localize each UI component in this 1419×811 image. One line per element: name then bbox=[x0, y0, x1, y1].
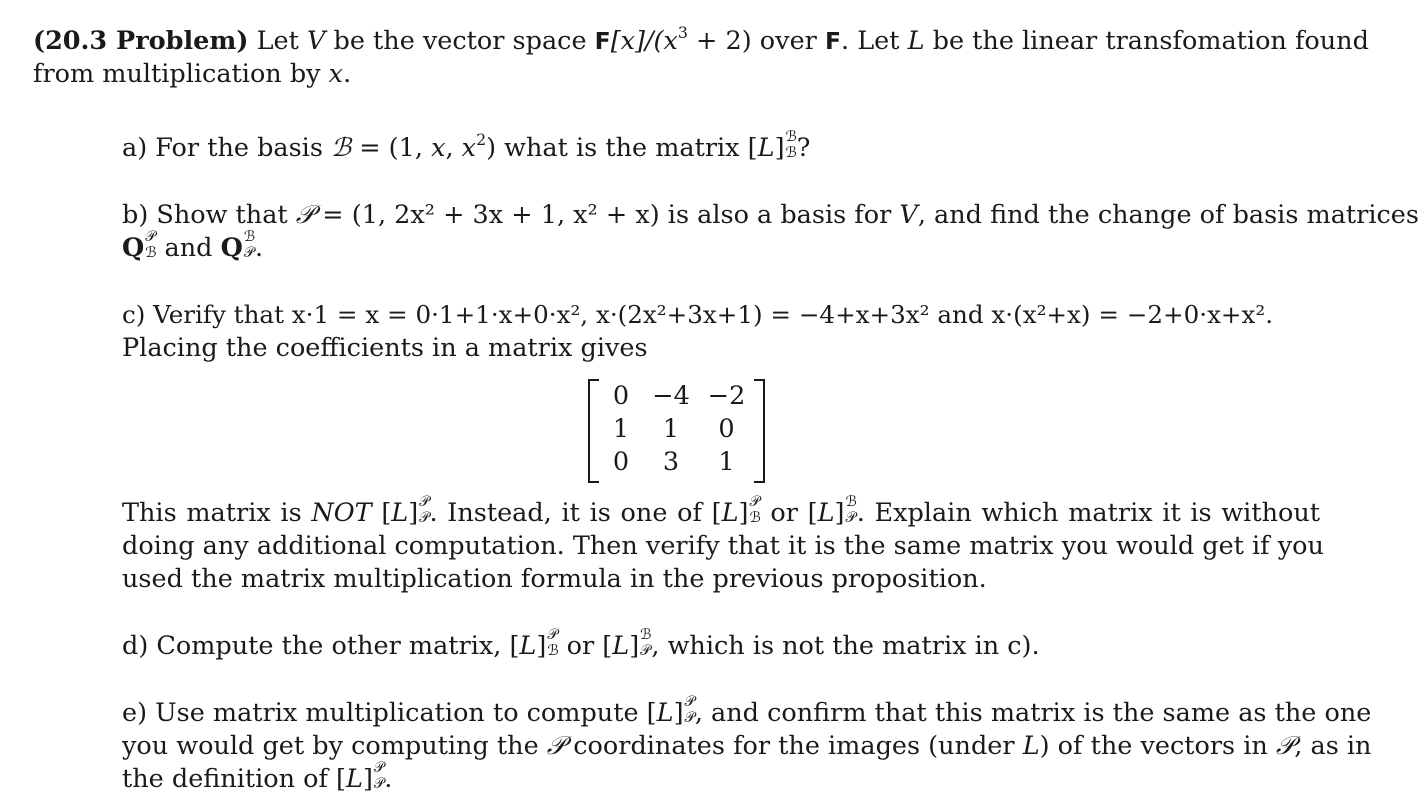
matrix-entry: 0 bbox=[612, 381, 630, 411]
problem-statement-line-2: from multiplication by x. bbox=[33, 59, 352, 89]
part-c-after-line-1: This matrix is NOT [L] 𝒫 𝒫 . Instead, it is one of [L] 𝒫 ℬ or [L] ℬ 𝒫 . Explain which matrix it is without bbox=[122, 494, 1321, 528]
part-e-line-3: the definition of [L] 𝒫 𝒫 . bbox=[122, 760, 393, 794]
matrix-entry: −2 bbox=[707, 381, 746, 411]
part-c-after-line-2: doing any additional computation. Then verify that it is the same matrix you would get if you bbox=[122, 531, 1324, 561]
part-a: a) For the basis ℬ = (1, x, $x^2$) what is the matrix [L] ℬ ℬ ? bbox=[122, 129, 811, 163]
matrix-entries bbox=[600, 380, 753, 479]
matrix-entry: 0 bbox=[718, 414, 735, 444]
problem-statement-line-1: (20.3 Problem) Let V be the vector space $F[x]/(x^3 + 2)$ over F. Let L be the linear transfomation found bbox=[33, 22, 1369, 56]
matrix-entry: 3 bbox=[662, 447, 680, 477]
matrix-entry: 0 bbox=[612, 447, 630, 477]
part-e-line-1: e) Use matrix multiplication to compute [L] 𝒫 𝒫 , and confirm that this matrix is the same as the one bbox=[122, 694, 1372, 728]
matrix-right-bracket bbox=[754, 379, 765, 483]
part-c-after-line-3: used the matrix multiplication formula in the previous proposition. bbox=[122, 564, 987, 594]
matrix-entry: −4 bbox=[652, 381, 690, 411]
part-b-line-1: b) Show that 𝒫 = (1, 2x² + 3x + 1, x² + x) is also a basis for V, and find the change of basis matrices bbox=[122, 200, 1419, 230]
part-e-line-2: you would get by computing the 𝒫 coordinates for the images (under L) of the vectors in 𝒫, as in bbox=[122, 731, 1372, 761]
part-c-line-2: Placing the coefficients in a matrix gives bbox=[122, 333, 648, 363]
part-b-line-2: Q 𝒫 ℬ and Q ℬ 𝒫 . bbox=[122, 229, 264, 263]
problem-label: (20.3 Problem) bbox=[33, 26, 249, 56]
matrix-entry: 1 bbox=[718, 447, 735, 477]
matrix-left-bracket bbox=[588, 379, 599, 483]
coefficient-matrix bbox=[588, 379, 765, 479]
matrix-entry: 1 bbox=[662, 414, 680, 444]
part-c-line-1: c) Verify that x·1 = x = 0·1+1·x+0·x², x·(2x²+3x+1) = −4+x+3x² and x·(x²+x) = −2+0·x+x². bbox=[122, 300, 1274, 329]
part-d: d) Compute the other matrix, [L] 𝒫 ℬ or [L] ℬ 𝒫 , which is not the matrix in c). bbox=[122, 627, 1040, 661]
matrix-entry: 1 bbox=[612, 414, 630, 444]
